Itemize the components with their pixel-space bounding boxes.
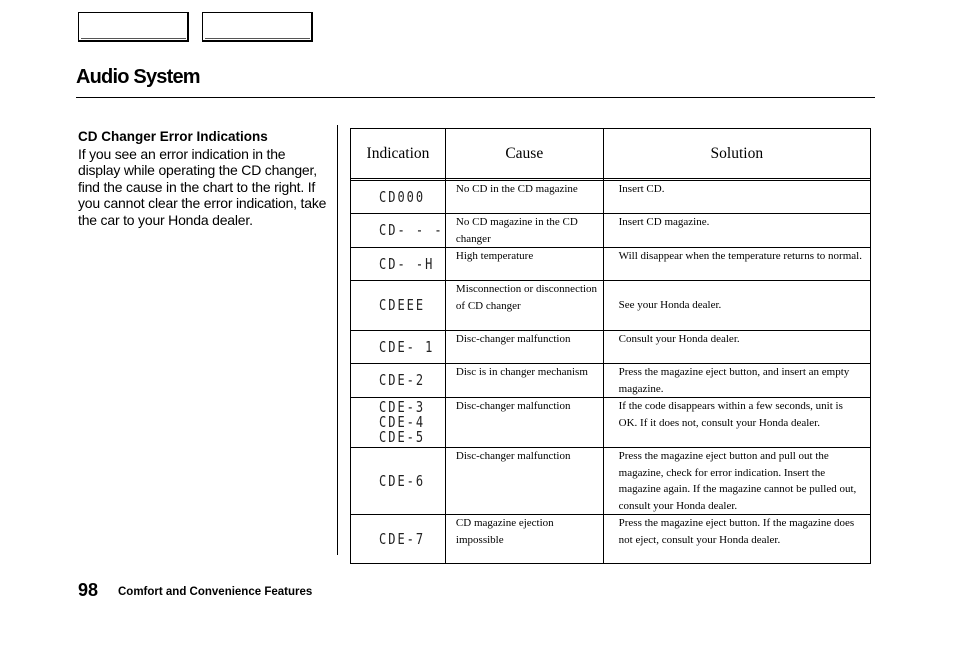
error-code: CDE-7	[379, 529, 426, 548]
page-number: 98	[78, 580, 99, 600]
cause-cell: CD magazine ejection impossible	[445, 515, 603, 564]
table-row	[351, 281, 871, 331]
table-row	[351, 364, 871, 398]
solution-cell: Consult your Honda dealer.	[603, 331, 870, 364]
indication-cell	[351, 214, 446, 248]
footer-section: Comfort and Convenience Features	[118, 586, 313, 598]
indication-cell	[351, 364, 446, 398]
cause-cell: Disc is in changer mechanism	[445, 364, 603, 398]
cause-cell: Disc-changer malfunction	[445, 448, 603, 515]
error-code: CDEEE	[379, 296, 426, 314]
solution-cell: Press the magazine eject button and pull out the magazine, check for error indication. Insert the magazine again. If the magazine cannot be pulled out, consult your Honda dealer.	[603, 448, 870, 515]
title-divider	[76, 97, 875, 98]
header-solution: Solution	[603, 129, 870, 179]
header-indication: Indication	[351, 129, 446, 179]
error-code: CDE-5	[379, 428, 426, 446]
cause-cell: High temperature	[445, 248, 603, 281]
indication-cell	[351, 398, 446, 448]
solution-cell: Insert CD magazine.	[603, 214, 870, 248]
error-code: CDE-3	[379, 398, 426, 416]
cause-cell: No CD in the CD magazine	[445, 181, 603, 214]
cause-cell: Disc-changer malfunction	[445, 398, 603, 448]
error-code: CD- -H	[379, 254, 435, 273]
table-row	[351, 181, 871, 214]
error-code: CD000	[379, 187, 426, 206]
table-row	[351, 398, 871, 448]
indication-cell	[351, 181, 446, 214]
nav-button-previous[interactable]	[78, 12, 189, 42]
indication-cell	[351, 448, 446, 515]
solution-cell: Press the magazine eject button. If the magazine does not eject, consult your Honda dealer.	[603, 515, 870, 564]
solution-cell: Press the magazine eject button, and insert an empty magazine.	[603, 364, 870, 398]
indication-cell	[351, 281, 446, 331]
cause-cell: Misconnection or disconnection of CD changer	[445, 281, 603, 331]
column-divider	[337, 125, 338, 555]
table-row	[351, 248, 871, 281]
indication-cell	[351, 331, 446, 364]
error-code: CDE-2	[379, 371, 426, 389]
error-code: CDE-4	[379, 413, 426, 431]
table-header-row	[351, 129, 871, 179]
header-cause: Cause	[445, 129, 603, 179]
table-row	[351, 331, 871, 364]
error-code: CDE- 1	[379, 337, 435, 356]
error-code: CDE-6	[379, 471, 426, 490]
solution-cell: Insert CD.	[603, 181, 870, 214]
solution-cell: If the code disappears within a few seconds, unit is OK. If it does not, consult your Honda dealer.	[603, 398, 870, 448]
table-row	[351, 448, 871, 515]
table-row	[351, 214, 871, 248]
error-table	[350, 128, 871, 564]
solution-cell: See your Honda dealer.	[603, 281, 870, 331]
side-description	[78, 129, 328, 228]
nav-button-next[interactable]	[202, 12, 313, 42]
solution-cell: Will disappear when the temperature returns to normal.	[603, 248, 870, 281]
side-body: If you see an error indication in the display while operating the CD changer, find the cause in the chart to the right. If you cannot clear the error indication, take the car to your Honda dealer.	[78, 145, 327, 228]
indication-cell	[351, 248, 446, 281]
indication-cell	[351, 515, 446, 564]
table-row	[351, 515, 871, 564]
cause-cell: Disc-changer malfunction	[445, 331, 603, 364]
side-heading: CD Changer Error Indications	[78, 129, 268, 144]
cause-cell: No CD magazine in the CD changer	[445, 214, 603, 248]
error-code: CD- - -	[379, 221, 444, 239]
page-title: Audio System	[76, 66, 200, 88]
